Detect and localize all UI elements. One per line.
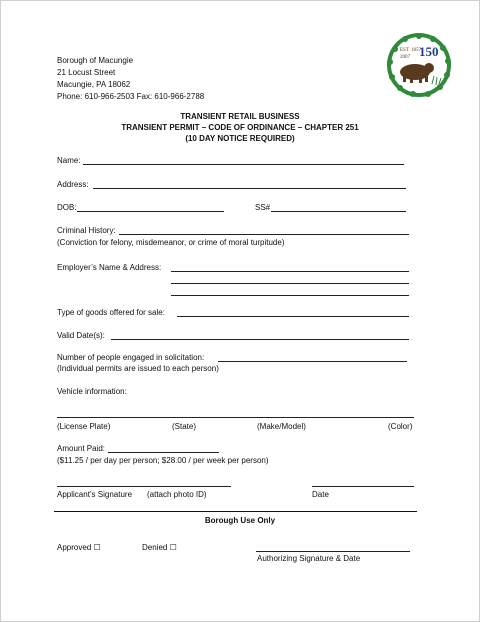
vehicle-field[interactable] <box>57 417 414 418</box>
form-subtitle: TRANSIENT PERMIT – CODE OF ORDINANCE – CHAPTER 251 <box>121 123 359 132</box>
seal-number: 150 <box>419 44 439 59</box>
amount-field[interactable] <box>108 452 219 453</box>
criminal-field[interactable] <box>119 234 409 235</box>
license-plate-label: (License Plate) <box>57 422 111 431</box>
people-note: (Individual permits are issued to each person) <box>57 364 219 373</box>
approved-checkbox[interactable]: Approved ☐ <box>57 543 101 552</box>
address-label: Address: <box>57 180 89 189</box>
amount-label: Amount Paid: <box>57 444 106 453</box>
photo-id-label: (attach photo ID) <box>147 490 207 499</box>
form-title: TRANSIENT RETAIL BUSINESS <box>180 112 300 121</box>
org-city: Macungie, PA 18062 <box>57 80 131 89</box>
vehicle-label: Vehicle information: <box>57 387 127 396</box>
date-field[interactable] <box>312 486 414 487</box>
authorizing-signature-field[interactable] <box>256 551 410 552</box>
org-name: Borough of Macungie <box>57 56 134 65</box>
seal-years: 2007 <box>400 55 410 60</box>
seal-est: EST. 1857 <box>400 48 422 53</box>
employer-field-2[interactable] <box>171 283 409 284</box>
color-label: (Color) <box>388 422 413 431</box>
employer-field-1[interactable] <box>171 271 409 272</box>
dob-label: DOB: <box>57 203 77 212</box>
employer-label: Employer’s Name & Address: <box>57 263 162 272</box>
goods-field[interactable] <box>177 316 409 317</box>
org-street: 21 Locust Street <box>57 68 116 77</box>
denied-checkbox[interactable]: Denied ☐ <box>142 543 177 552</box>
org-phone: Phone: 610-966-2503 Fax: 610-966-2788 <box>57 92 205 101</box>
applicant-signature-field[interactable] <box>57 486 231 487</box>
borough-section-divider <box>54 511 417 512</box>
dob-field[interactable] <box>77 211 224 212</box>
date-label: Date <box>312 490 329 499</box>
people-field[interactable] <box>218 361 407 362</box>
borough-seal-logo <box>386 32 452 98</box>
borough-use-heading: Borough Use Only <box>204 516 276 525</box>
goods-label: Type of goods offered for sale: <box>57 308 165 317</box>
amount-note: ($11.25 / per day per person; $28.00 / per week per person) <box>57 456 269 465</box>
state-label: (State) <box>172 422 197 431</box>
name-field[interactable] <box>83 164 404 165</box>
ss-field[interactable] <box>271 211 406 212</box>
ss-label: SS# <box>255 203 271 212</box>
employer-field-3[interactable] <box>171 295 409 296</box>
criminal-label: Criminal History: <box>57 226 116 235</box>
signature-label: Applicant’s Signature <box>57 490 133 499</box>
valid-dates-label: Valid Date(s): <box>57 331 105 340</box>
make-model-label: (Make/Model) <box>257 422 306 431</box>
valid-dates-field[interactable] <box>111 339 409 340</box>
address-field[interactable] <box>93 188 406 189</box>
form-notice: (10 DAY NOTICE REQUIRED) <box>185 134 295 143</box>
criminal-note: (Conviction for felony, misdemeanor, or crime of moral turpitude) <box>57 238 285 247</box>
people-label: Number of people engaged in solicitation: <box>57 353 205 362</box>
name-label: Name: <box>57 156 81 165</box>
authorizing-signature-label: Authorizing Signature & Date <box>257 554 361 563</box>
